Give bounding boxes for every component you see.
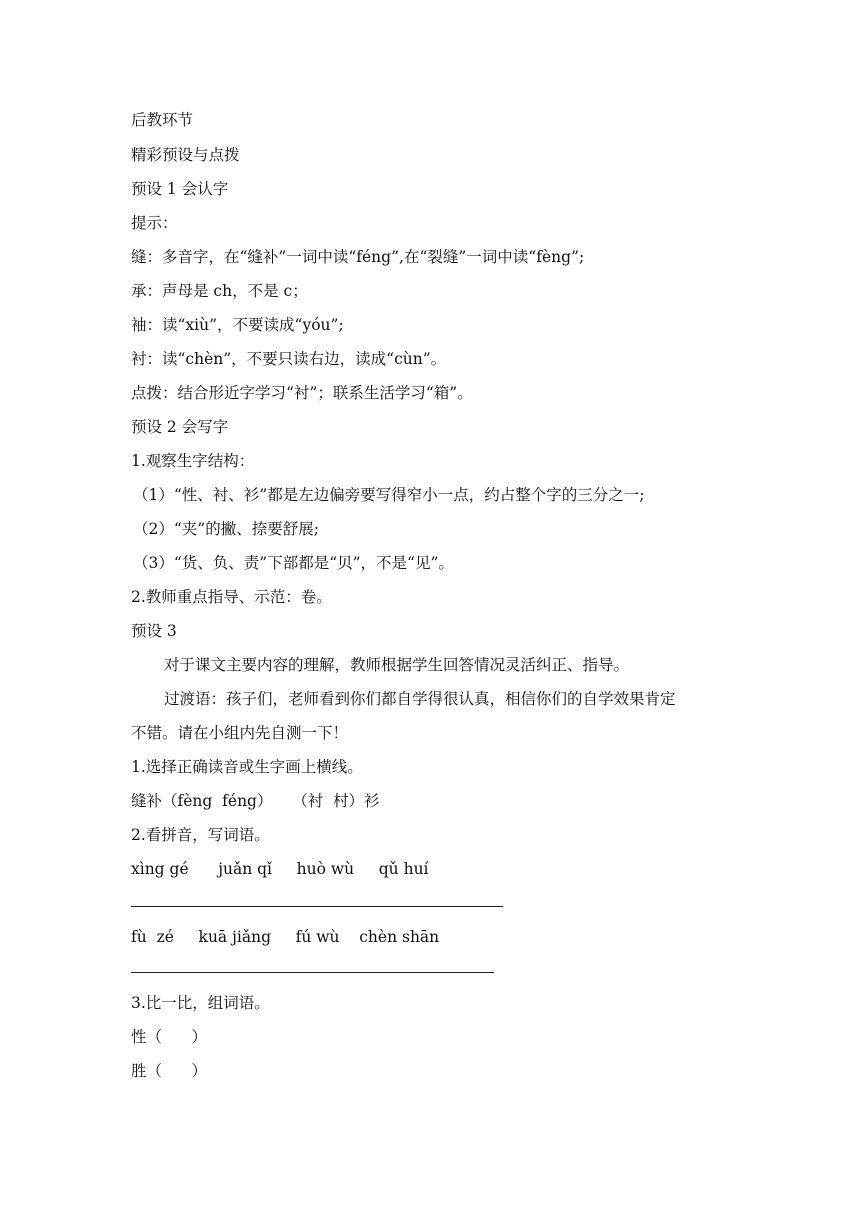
- hint-line-xiu: 袖：读“xiù”，不要读成“yóu”;: [131, 316, 344, 334]
- compare-item-xing: 性（ ）: [131, 1028, 208, 1046]
- pinyin-row-1: xìng gé juǎn qǐ huò wù qǔ huí: [131, 860, 429, 878]
- answer-line-1: [131, 906, 503, 907]
- content-paragraph: 对于课文主要内容的理解，教师根据学生回答情况灵活纠正、指导。: [164, 656, 630, 674]
- exercise-1-prompt: 1.选择正确读音或生字画上横线。: [131, 758, 363, 776]
- preset-2-heading: 预设 2 会写字: [131, 418, 229, 436]
- preset-3-heading: 预设 3: [131, 622, 177, 640]
- hint-line-feng: 缝：多音字，在“缝补”一词中读“féng”,在“裂缝”一词中读“fèng”;: [131, 248, 585, 266]
- subsection-title: 精彩预设与点拨: [131, 146, 240, 164]
- exercise-2-prompt: 2.看拼音，写词语。: [131, 826, 270, 844]
- exercise-1-items: 缝补（fèng féng） （衬 村）衫: [131, 792, 380, 810]
- hint-line-chen: 衬：读“chèn”，不要只读右边，读成“cùn”。: [131, 350, 447, 368]
- guidance-line: 点拨：结合形近字学习“衬”；联系生活学习“箱”。: [131, 384, 473, 402]
- exercise-3-prompt: 3.比一比，组词语。: [131, 994, 270, 1012]
- structure-point-1: （1）“性、衬、衫”都是左边偏旁要写得窄小一点，约占整个字的三分之一;: [133, 486, 645, 504]
- hint-line-cheng: 承：声母是 ch，不是 c；: [131, 282, 308, 300]
- compare-item-sheng: 胜（ ）: [131, 1062, 208, 1080]
- preset-1-heading: 预设 1 会认字: [131, 180, 229, 198]
- structure-point-3: （3）“货、负、责”下部都是“贝”，不是“见”。: [133, 554, 454, 572]
- transition-paragraph-cont: 不错。请在小组内先自测一下！: [131, 724, 349, 742]
- observe-structure-item: 1.观察生字结构：: [131, 452, 255, 470]
- section-title: 后教环节: [131, 111, 194, 129]
- transition-paragraph: 过渡语：孩子们，老师看到你们都自学得很认真，相信你们的自学效果肯定: [164, 690, 676, 708]
- hint-label: 提示：: [131, 214, 178, 232]
- teacher-guidance-item: 2.教师重点指导、示范：卷。: [131, 588, 332, 606]
- structure-point-2: （2）“夹”的撇、捺要舒展;: [133, 520, 319, 538]
- answer-line-2: [131, 972, 494, 973]
- pinyin-row-2: fù zé kuā jiǎng fú wù chèn shān: [131, 928, 440, 946]
